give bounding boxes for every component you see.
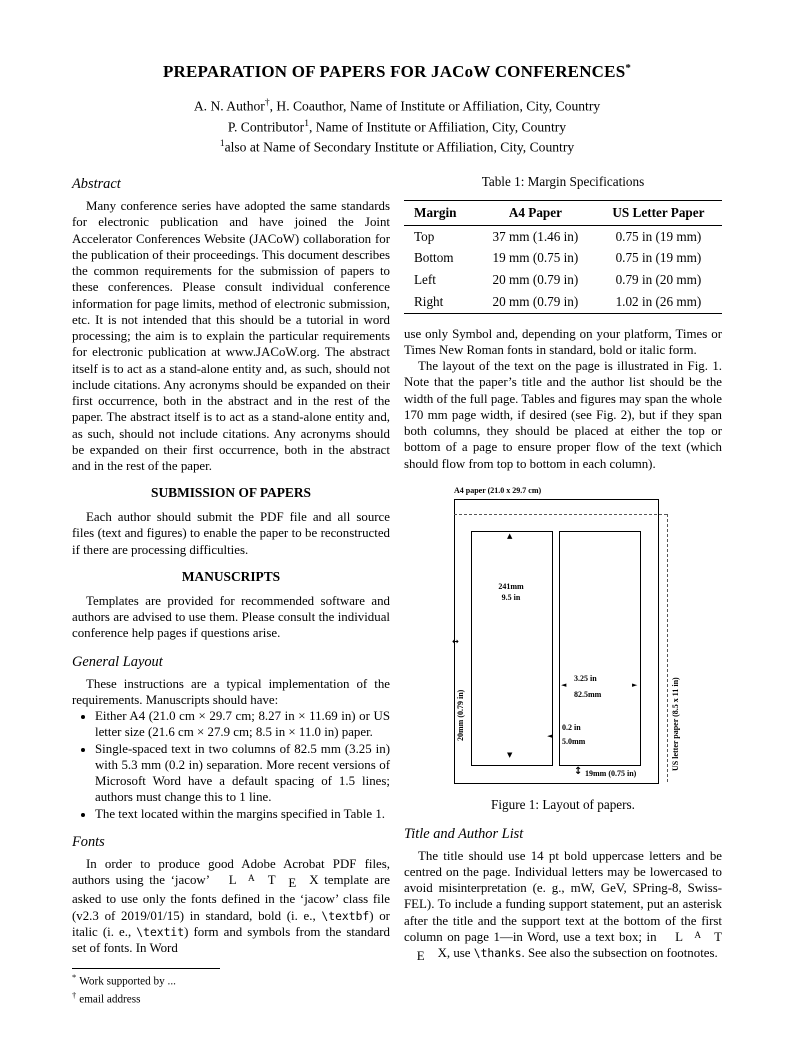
gap-arrow-icon: ◄ bbox=[547, 731, 553, 740]
column-height-label: 241mm 9.5 in bbox=[498, 581, 524, 602]
submission-heading: SUBMISSION OF PAPERS bbox=[151, 485, 311, 501]
affiliation-superscript: 1 bbox=[304, 118, 309, 129]
dagger-superscript: † bbox=[264, 98, 270, 108]
footnote-rule bbox=[72, 968, 220, 969]
bullet-margins: • The text located within the margins specified in Table 1. bbox=[95, 806, 390, 822]
us-letter-label: US letter paper (8.5 x 11 in) bbox=[671, 677, 680, 771]
latex-logo: L A TE X bbox=[416, 929, 722, 963]
footnote-funding: * Work supported by ... bbox=[72, 972, 176, 989]
col-header-a4: A4 Paper bbox=[476, 200, 595, 226]
paper-title bbox=[72, 62, 722, 82]
author-line-1: A. N. Author†, H. Coauthor, Name of Institute or Affiliation, City, Country bbox=[193, 98, 601, 114]
layout-bullet-list bbox=[81, 708, 390, 822]
figure-caption: Figure 1: Layout of papers. bbox=[491, 796, 635, 812]
bullet-column-spec: • Single-spaced text in two columns of 82.5 mm (3.25 in) with 5.3 mm (0.2 in) separation. More recent versions of Microsoft Word have a default spacing of 1.5 lines; authors must change this to 1 line. bbox=[95, 741, 390, 806]
table-header-row bbox=[404, 200, 722, 226]
col-header-margin: Margin bbox=[404, 200, 476, 226]
general-layout-intro: These instructions are a typical implementation of the requirements. Manuscripts should have: bbox=[72, 676, 390, 707]
author-list bbox=[72, 96, 722, 158]
two-column-body bbox=[72, 172, 722, 1008]
bottom-margin-label: 19mm (0.75 in) bbox=[585, 768, 637, 778]
affiliation-superscript: 1 bbox=[219, 139, 225, 150]
fonts-continuation-paragraph: use only Symbol and, depending on your platform, Times or Times New Roman fonts in standard, bold or italic form. bbox=[404, 326, 722, 357]
us-letter-top-edge bbox=[454, 514, 667, 515]
general-layout-heading: General Layout bbox=[72, 653, 163, 670]
title-block bbox=[72, 62, 722, 158]
bullet-paper-size: • Either A4 (21.0 cm × 29.7 cm; 8.27 in × 11.69 in) or US letter size (21.6 cm × 27.9 cm; 8.5 in × 11.0 in) paper. bbox=[95, 708, 390, 741]
figure-1 bbox=[404, 486, 722, 814]
margin-specifications-table bbox=[404, 200, 722, 314]
column-gap-label: 0.2 in 5.0mm bbox=[562, 722, 586, 746]
abstract-heading: Abstract bbox=[72, 175, 121, 192]
textbf-command: \textbf bbox=[321, 908, 370, 923]
a4-paper-label: A4 paper (21.0 x 29.7 cm) bbox=[454, 485, 542, 495]
arrow-down-icon: ▼ bbox=[507, 750, 513, 759]
left-column bbox=[72, 172, 390, 1008]
us-letter-right-edge bbox=[667, 514, 668, 782]
author-line-3: $^1$also at Name of Secondary Institute or Affiliation, City, Country bbox=[219, 139, 575, 155]
page-content bbox=[72, 0, 722, 1008]
right-column bbox=[404, 172, 722, 1008]
column-width-arrow-left-icon: ◄ bbox=[561, 680, 567, 689]
col-header-usletter: US Letter Paper bbox=[595, 200, 722, 226]
left-margin-arrow-icon: ↔ bbox=[452, 636, 459, 646]
title-author-heading: Title and Author List bbox=[404, 825, 524, 842]
column-width-arrow-right-icon: ► bbox=[632, 680, 638, 689]
title-author-paragraph: The title should use 14 pt bold uppercase letters and be centred on the page. Individual letters may be lowercased to avoid misinterpretation (e. g., mW, GeV, SPring-8, Swiss-FEL). To include a funding support statement, put an asterisk after the title and the support text at the bottom of the first column on page 1—in Word, use a text box; in L A TE X, use \thanks. See also the subsection on footnotes. bbox=[404, 848, 722, 963]
arrow-up-icon: ▲ bbox=[507, 531, 513, 540]
page-layout-paragraph: The layout of the text on the page is illustrated in Fig. 1. Note that the paper’s title and the author list should be the width of the full page. Tables and figures may span the whole 170 mm page width, if desired (see Fig. 2), but if they span both columns, they should be placed at either the top or bottom of a page to ensure proper flow of the text (which should flow from top to bottom in each column). bbox=[404, 359, 722, 471]
submission-paragraph: Each author should submit the PDF file and all source files (text and figures) to enable the paper to be reconstructed if there are processing difficulties. bbox=[72, 510, 390, 557]
figure-canvas bbox=[404, 486, 722, 788]
manuscripts-paragraph: Templates are provided for recommended software and authors are advised to use them. Please consult the individual conference help pages if questions arise. bbox=[72, 593, 390, 641]
table-row-left: Left 20 mm (0.79 in) 0.79 in (20 mm) bbox=[414, 271, 702, 287]
footnotes bbox=[72, 968, 390, 1008]
left-margin-label: 20mm (0.79 in) bbox=[456, 689, 465, 741]
table-row-right: Right 20 mm (0.79 in) 1.02 in (26 mm) bbox=[414, 293, 702, 309]
latex-logo: L A T E X bbox=[228, 873, 319, 891]
table-caption: Table 1: Margin Specifications bbox=[481, 173, 645, 189]
text-column-left-outline bbox=[471, 531, 553, 766]
abstract-paragraph: Many conference series have adopted the same standards for electronic publication and have joined the Joint Accelerator Conferences Website (JACoW) collaboration for the publication of their proceedings. This document describes the common requirements for the submission of papers to these conferences. Please consult individual conference information for page limits, method of electronic submission, etc. It is not intended that this should be a tutorial in word processing; the aim is to explain the particular requirements for electronic publication at www.JACoW.org. The abstract itself is to act as a stand-alone entity and, as such, should not include citations. Any acronyms should be expanded on their first occurrence, both in the abstract and in the rest of the paper. The abstract itself is to act as a stand-alone entity and, as such, should not include citations. Any acronyms should be expanded on their first occurrence, both in the abstract and in the rest of the paper. bbox=[72, 199, 390, 474]
funding-asterisk: * bbox=[625, 62, 632, 74]
fonts-paragraph: In order to produce good Adobe Acrobat PDF files, authors using the ‘jacow’ L A T E X template are asked to use only the fonts defined in the ‘jacow’ class file (v2.3 of 2019/01/15) in standard, bold (i. e., \textbf) or italic (i. e., \textit) form and symbols from the standard set of fonts. In Word bbox=[72, 857, 391, 956]
table-row-top: Top 37 mm (1.46 in) 0.75 in (19 mm) bbox=[414, 228, 702, 244]
fonts-heading: Fonts bbox=[72, 833, 105, 850]
column-width-label: 3.25 in 82.5mm bbox=[574, 673, 602, 699]
table-row-bottom: Bottom 19 mm (0.75 in) 0.75 in (19 mm) bbox=[414, 250, 702, 266]
paper-title-text: PREPARATION OF PAPERS FOR JACoW CONFERENCES bbox=[162, 62, 626, 81]
manuscripts-heading: MANUSCRIPTS bbox=[181, 568, 281, 584]
textit-command: \textit bbox=[136, 924, 185, 939]
thanks-command: \thanks bbox=[473, 946, 522, 961]
bottom-margin-arrow-icon: ↕ bbox=[574, 765, 583, 777]
author-line-2: P. Contributor$^1$, Name of Institute or Affiliation, City, Country bbox=[227, 118, 567, 135]
footnote-email: † email address bbox=[72, 990, 141, 1006]
